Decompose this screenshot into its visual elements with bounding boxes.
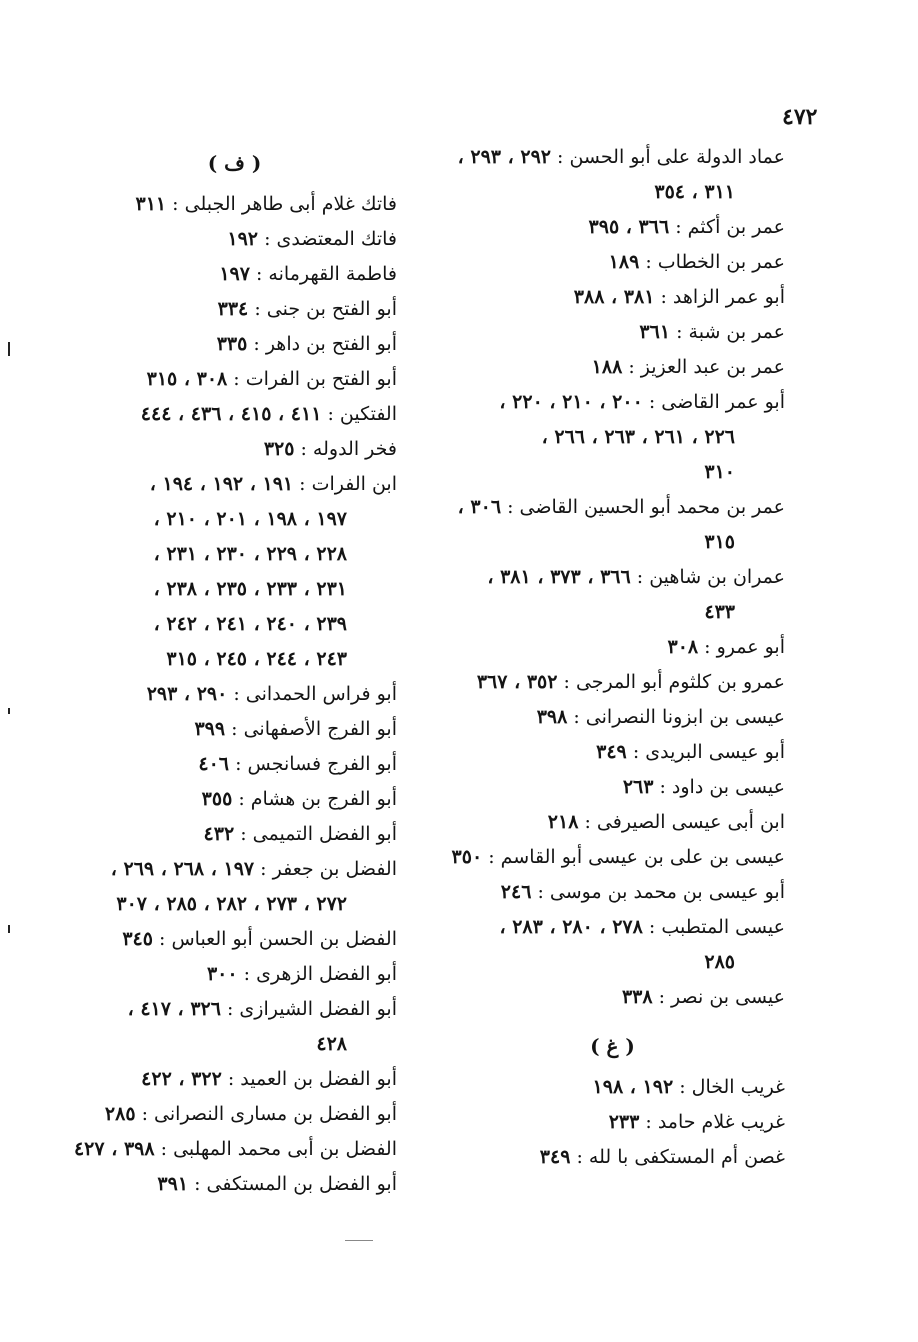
entry-continuation: ٣١١ ، ٣٥٤ (654, 181, 735, 203)
index-entry (72, 677, 397, 712)
entry-name: الفتكين : (327, 403, 397, 425)
entry-name: فخر الدوله : (300, 438, 397, 460)
index-entry (440, 1070, 785, 1105)
right-entries-list (440, 140, 785, 1015)
entry-name: عيسى بن ابزونا النصرانى : (573, 706, 785, 728)
index-entry (440, 805, 785, 840)
entry-name: عمر بن أكثم : (675, 216, 785, 238)
entry-page-refs: ١٩٧ (219, 263, 250, 285)
entry-page-refs: ٣٥٥ (201, 788, 233, 810)
entry-page-refs: ٣٤٩ (596, 741, 627, 763)
index-entry (440, 140, 785, 175)
index-column-left (72, 140, 397, 1202)
entry-page-refs: ٣٢٦ ، ٤١٧ ، (127, 998, 221, 1020)
entry-name: أبو عمرو : (704, 636, 785, 658)
margin-mark (8, 925, 10, 933)
entry-page-refs: ٢٩٠ ، ٢٩٣ (146, 683, 228, 705)
entry-page-refs: ٣٤٥ (122, 928, 153, 950)
index-entry (440, 630, 785, 665)
entry-page-refs: ٢٤٦ (500, 881, 532, 903)
entry-name: عمر بن محمد أبو الحسين القاضى : (507, 496, 785, 518)
index-entry (440, 350, 785, 385)
entry-page-refs: ٢٨٥ (104, 1103, 136, 1125)
index-entry (440, 315, 785, 350)
entry-page-refs: ٢٠٠ ، ٢١٠ ، ٢٢٠ ، (499, 391, 643, 413)
entry-name: عمر بن شبة : (676, 321, 785, 343)
margin-mark (8, 342, 10, 356)
entry-continuation: ٢٢٨ ، ٢٢٩ ، ٢٣٠ ، ٢٣١ ، (153, 543, 347, 565)
entry-name: الفضل بن أبى محمد المهلبى : (160, 1138, 397, 1160)
entry-page-refs: ٣٩٨ (536, 706, 568, 728)
entry-page-refs: ٢٩٢ ، ٢٩٣ ، (457, 146, 551, 168)
entry-name: عيسى بن داود : (659, 776, 785, 798)
entry-page-refs: ٣٦١ (639, 321, 671, 343)
margin-mark (8, 708, 10, 714)
entry-page-refs: ٣٤٩ (539, 1146, 571, 1168)
entry-name: أبو عيسى البريدى : (632, 741, 785, 763)
entry-page-refs: ٣٥٢ ، ٣٦٧ (476, 671, 558, 693)
entry-page-refs: ٣٩١ (157, 1173, 189, 1195)
entry-page-refs: ٣٦٦ ، ٣٧٣ ، ٣٨١ ، (487, 566, 631, 588)
entry-page-refs: ٤٣٢ (203, 823, 235, 845)
index-entry (72, 222, 397, 257)
index-entry (72, 992, 397, 1027)
entry-continuation: ٢٤٣ ، ٢٤٤ ، ٢٤٥ ، ٣١٥ (166, 648, 347, 670)
entry-name: أبو الفضل بن مسارى النصرانى : (141, 1103, 397, 1125)
page-number: ٤٧٢ (782, 104, 818, 130)
entry-page-refs: ٣٩٨ ، ٤٢٧ (73, 1138, 155, 1160)
entry-page-refs: ٣٠٨ ، ٣١٥ (146, 368, 228, 390)
entry-continuation: ٣١٠ (704, 461, 735, 483)
entry-name: أبو عمر الزاهد : (660, 286, 785, 308)
entry-name: أبو الفضل بن المستكفى : (194, 1173, 397, 1195)
index-column-right (440, 140, 785, 1175)
entry-continuation: ٢٣٩ ، ٢٤٠ ، ٢٤١ ، ٢٤٢ ، (153, 613, 347, 635)
entry-page-refs: ١٩٢ ، ١٩٨ (592, 1076, 674, 1098)
entry-page-refs: ١٩٢ (227, 228, 259, 250)
entry-name: أبو الفتح بن جنى : (254, 298, 397, 320)
index-entry (72, 1097, 397, 1132)
index-entry (72, 957, 397, 992)
index-entry (72, 712, 397, 747)
footer-rule (345, 1240, 373, 1241)
entry-page-refs: ١٨٩ (608, 251, 640, 273)
entry-name: فاطمة القهرمانه : (255, 263, 397, 285)
entry-page-refs: ٣١١ (135, 193, 167, 215)
entry-name: عيسى بن نصر : (658, 986, 785, 1008)
index-entry (72, 922, 397, 957)
entry-continuation: ٤٣٣ (704, 601, 735, 623)
index-entry (72, 187, 397, 222)
right-entries-list-2 (440, 1070, 785, 1175)
left-entries-list (72, 187, 397, 1202)
entry-name: أبو الفتح بن الفرات : (233, 368, 397, 390)
entry-name: عماد الدولة على أبو الحسن : (557, 146, 785, 168)
entry-name: أبو الفرج الأصفهانى : (231, 718, 397, 740)
entry-continuation: ٢٨٥ (704, 951, 735, 973)
section-heading-fa: ( ف ) (207, 151, 262, 175)
entry-name: عمر بن عبد العزيز : (628, 356, 785, 378)
index-entry (72, 397, 397, 432)
index-entry (440, 665, 785, 700)
entry-name: غريب الخال : (679, 1076, 785, 1098)
entry-page-refs: ٣٠٠ (206, 963, 238, 985)
index-entry (440, 560, 785, 595)
entry-page-refs: ٢٧٨ ، ٢٨٠ ، ٢٨٣ ، (499, 916, 643, 938)
entry-page-refs: ٣٦٦ ، ٣٩٥ (588, 216, 670, 238)
index-entry (72, 747, 397, 782)
index-entry (440, 735, 785, 770)
entry-page-refs: ١٩٧ ، ٢٦٨ ، ٢٦٩ ، (110, 858, 255, 880)
index-entry (440, 700, 785, 735)
index-entry (440, 910, 785, 945)
entry-page-refs: ٣٢٥ (263, 438, 295, 460)
index-entry (440, 280, 785, 315)
index-entry (440, 980, 785, 1015)
entry-name: أبو الفضل بن العميد : (227, 1068, 397, 1090)
entry-name: أبو الفرج فسانجس : (235, 753, 397, 775)
entry-page-refs: ٣٨١ ، ٣٨٨ (573, 286, 655, 308)
entry-page-refs: ٣٩٩ (194, 718, 226, 740)
entry-name: الفضل بن جعفر : (260, 858, 397, 880)
index-entry (72, 852, 397, 887)
index-entry (440, 245, 785, 280)
index-entry (440, 210, 785, 245)
entry-page-refs: ٢٣٣ (608, 1111, 640, 1133)
index-entry (440, 840, 785, 875)
entry-page-refs: ٣٣٤ (217, 298, 249, 320)
entry-continuation: ٤٢٨ (316, 1033, 347, 1055)
entry-name: الفضل بن الحسن أبو العباس : (159, 928, 397, 950)
index-entry (72, 817, 397, 852)
entry-page-refs: ٤١١ ، ٤١٥ ، ٤٣٦ ، ٤٤٤ (140, 403, 322, 425)
entry-page-refs: ٤٠٦ (198, 753, 230, 775)
index-entry (72, 327, 397, 362)
entry-page-refs: ١٨٨ (591, 356, 623, 378)
index-entry (72, 432, 397, 467)
entry-name: عمران بن شاهين : (636, 566, 785, 588)
entry-name: فاتك غلام أبى طاهر الجبلى : (172, 193, 397, 215)
entry-name: أبو الفضل الزهرى : (243, 963, 397, 985)
entry-continuation: ٢٣١ ، ٢٣٣ ، ٢٣٥ ، ٢٣٨ ، (153, 578, 347, 600)
entry-continuation: ١٩٧ ، ١٩٨ ، ٢٠١ ، ٢١٠ ، (153, 508, 347, 530)
index-entry (72, 782, 397, 817)
entry-name: غصن أم المستكفى با لله : (576, 1146, 785, 1168)
entry-name: عمر بن الخطاب : (645, 251, 785, 273)
entry-page-refs: ٣٢٢ ، ٤٢٢ (141, 1068, 222, 1090)
index-entry (440, 490, 785, 525)
entry-page-refs: ١٩١ ، ١٩٢ ، ١٩٤ ، (149, 473, 294, 495)
entry-page-refs: ٣٥٠ (451, 846, 483, 868)
entry-name: غريب غلام حامد : (645, 1111, 785, 1133)
entry-name: ابن أبى عيسى الصيرفى : (584, 811, 785, 833)
index-entry (440, 385, 785, 420)
section-heading-ghain: ( غ ) (590, 1034, 635, 1058)
entry-page-refs: ٣٣٥ (216, 333, 248, 355)
entry-page-refs: ٣٠٦ ، (457, 496, 502, 518)
entry-name: عمرو بن كلثوم أبو المرجى : (563, 671, 785, 693)
entry-name: أبو فراس الحمدانى : (233, 683, 397, 705)
index-entry (72, 292, 397, 327)
entry-continuation: ٣١٥ (704, 531, 735, 553)
entry-name: فاتك المعتضدى : (264, 228, 397, 250)
entry-name: أبو الفتح بن داهر : (253, 333, 397, 355)
entry-name: أبو الفضل التميمى : (240, 823, 397, 845)
entry-name: عيسى المتطبب : (648, 916, 785, 938)
entry-name: عيسى بن على بن عيسى أبو القاسم : (488, 846, 785, 868)
index-entry (72, 362, 397, 397)
index-entry (72, 1132, 397, 1167)
index-entry (440, 1105, 785, 1140)
index-entry (72, 1062, 397, 1097)
index-entry (440, 770, 785, 805)
entry-name: أبو عمر القاضى : (648, 391, 785, 413)
index-entry (440, 875, 785, 910)
entry-name: ابن الفرات : (299, 473, 397, 495)
entry-continuation: ٢٢٦ ، ٢٦١ ، ٢٦٣ ، ٢٦٦ ، (541, 426, 735, 448)
index-entry (72, 467, 397, 502)
index-entry (440, 1140, 785, 1175)
entry-page-refs: ٣٣٨ (621, 986, 653, 1008)
entry-name: أبو الفضل الشيرازى : (226, 998, 397, 1020)
index-entry (72, 257, 397, 292)
index-entry (72, 1167, 397, 1202)
entry-name: أبو الفرج بن هشام : (238, 788, 397, 810)
entry-page-refs: ٣٠٨ (667, 636, 699, 658)
entry-name: أبو عيسى بن محمد بن موسى : (537, 881, 785, 903)
entry-page-refs: ٢١٨ (547, 811, 579, 833)
entry-continuation: ٢٧٢ ، ٢٧٣ ، ٢٨٢ ، ٢٨٥ ، ٣٠٧ (116, 893, 347, 915)
entry-page-refs: ٢٦٣ (622, 776, 654, 798)
